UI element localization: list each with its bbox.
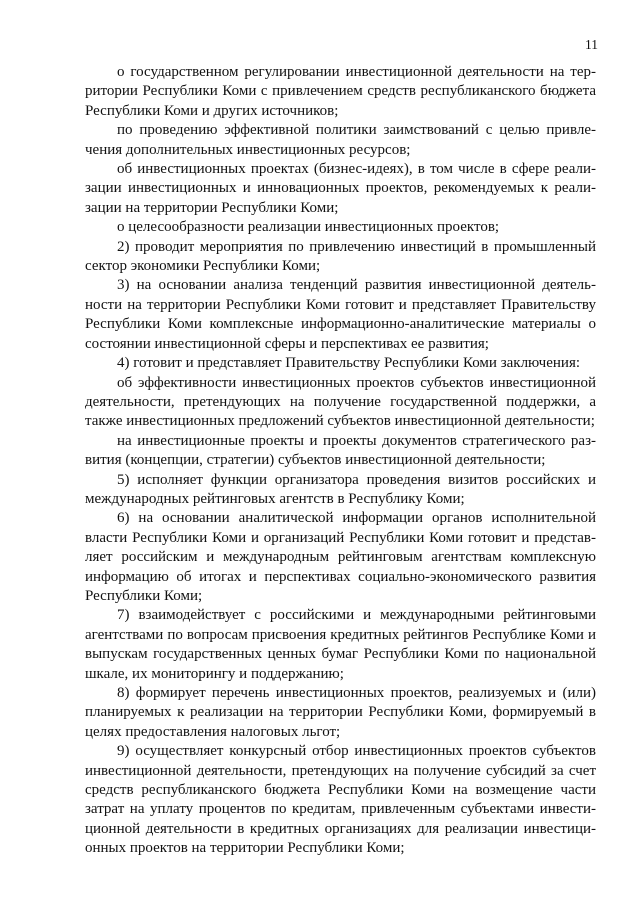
paragraph: по проведению эффективной политики заимствований с целью привлечения дополнительных инвестиционных ресурсов;	[85, 122, 596, 158]
paragraph: 6) на основании аналитической информации органов исполнительной власти Республики Коми и организаций Республики Коми готовит и представляет российским и международным рейтинговым агентствам комплексную информацию об итогах и перспективах социально-экономического развития Республики Коми;	[85, 510, 596, 604]
paragraph: 8) формирует перечень инвестиционных проектов, реализуемых и (или) планируемых к реализации на территории Республики Коми, формируемый в целях предоставления налоговых льгот;	[85, 685, 596, 740]
paragraph: о целесообразности реализации инвестиционных проектов;	[117, 219, 500, 236]
page-number: 11	[585, 37, 598, 52]
paragraph: 4) готовит и представляет Правительству Республики Коми заключения:	[117, 355, 581, 372]
paragraph: 3) на основании анализа тенденций развития инвестиционной деятельности на территории Республики Коми готовит и представляет Правительству Республики Коми комплексные информационно-аналитические материалы о состоянии инвестиционной сферы и перспективах ее развития;	[85, 277, 596, 352]
paragraph: 5) исполняет функции организатора проведения визитов российских и международных рейтинговых агентств в Республику Коми;	[85, 471, 596, 507]
document-body	[85, 63, 596, 859]
paragraph: об инвестиционных проектах (бизнес-идеях), в том числе в сфере реализации инвестиционных и инновационных проектов, рекомендуемых к реализации на территории Республики Коми;	[85, 161, 596, 216]
paragraph: на инвестиционные проекты и проекты документов стратегического развития (концепции, стратегии) субъектов инвестиционной деятельности;	[85, 432, 596, 469]
paragraph: о государственном регулировании инвестиционной деятельности на территории Республики Коми с привлечением средств республиканского бюджета Республики Коми и других источников;	[85, 64, 596, 119]
paragraph: 7) взаимодействует с российскими и международными рейтинговыми агентствами по вопросам присвоения кредитных рейтингов Республике Коми и выпускам государственных ценных бумаг Республики Коми по национальной шкале, их мониторингу и поддержанию;	[85, 607, 596, 682]
paragraph: 2) проводит мероприятия по привлечению инвестиций в промышленный сектор экономики Республики Коми;	[85, 238, 596, 275]
paragraph: 9) осуществляет конкурсный отбор инвестиционных проектов субъектов инвестиционной деятельности, претендующих на получение субсидий за счет средств республиканского бюджета Республики Коми на возмещение части затрат на уплату процентов по кредитам, привлеченным субъектами инвестиционной деятельности в кредитных организациях для реализации инвестиционных проектов на территории Республики Коми;	[85, 743, 596, 857]
paragraph: об эффективности инвестиционных проектов субъектов инвестиционной деятельности, претендующих на получение государственной поддержки, а также инвестиционных предложений субъектов инвестиционной деятельности;	[85, 374, 596, 430]
